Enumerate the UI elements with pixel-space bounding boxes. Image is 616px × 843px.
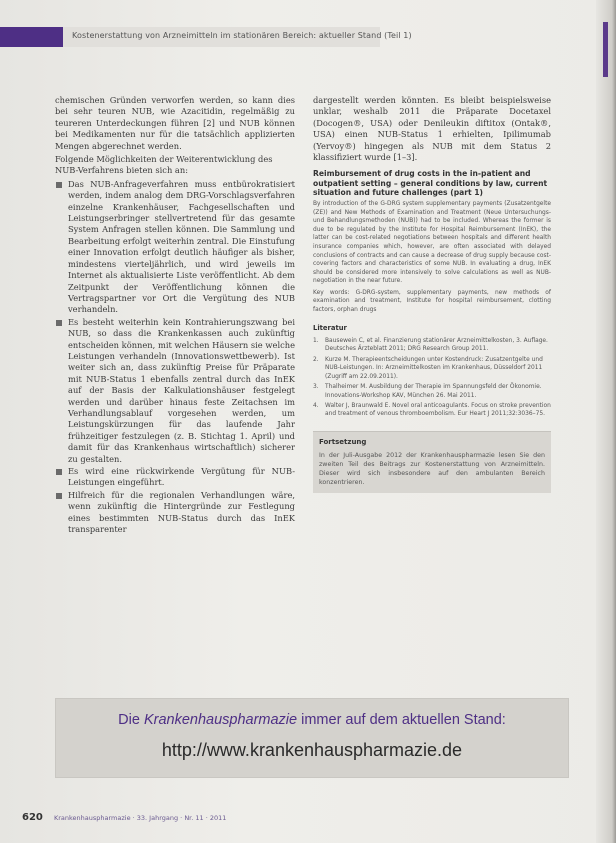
continuation-paragraph: dargestellt werden könnten. Es bleibt beispielsweise unklar, weshalb 2011 die Präparate Docetaxel (Docogen®, USA) oder Denileukin diftitox (Ontak®, USA) einen NUB-Status 1 erhielten, Ipilimumab (Yervoy®) hingegen als NUB mit dem Status 2 klassifiziert wurde [1–3].: [313, 95, 551, 163]
continuation-box: [313, 431, 551, 493]
abstract-title: Reimbursement of drug costs in the in-patient and outpatient setting – general conditions by law, current situation and future challenges (part 1): [313, 169, 548, 198]
continuation-box-title: Fortsetzung: [319, 437, 367, 446]
page-footer: [22, 805, 226, 824]
spine-accent-bar: [603, 22, 608, 77]
banner-tagline: Die Krankenhauspharmazie immer auf dem aktuellen Stand:: [118, 712, 506, 728]
literature-item: 4. Walter J, Braunwald E. Novel oral anticoagulants. Focus on stroke prevention and treatment of venous thromboembolism. Eur Heart J 2011;32:3036–75.: [313, 402, 551, 418]
keywords: Key words: G-DRG-system, supplementary payments, new methods of examination and treatment, Institute for hospital reimbursement, clotting factors, orphan drugs: [313, 289, 551, 314]
literature-item: 1. Bausewein C, et al. Finanzierung stationärer Arzneimittelkosten, 3. Auflage. Deutsches Ärzteblatt 2011; DRG Research Group 2011.: [313, 338, 548, 353]
bullet-item: Es besteht weiterhin kein Kontrahierungszwang bei NUB, so dass die Krankenkassen auch zukünftig entscheiden können, mit welchen Häusern sie welche Leistungen verhandeln (Innovationswettbewerb). Ist weiter sich an, dass zukünftig Preise für Präparate mit NUB-Status 1 ebenfalls zentral durch das InEK auf der Basis der Kalkulationshäuser festgelegt werden und darüber hinaus feste Zeitachsen im Verhandlungsablauf vorgesehen werden, um Leistungskürzungen für das laufende Jahr frühzeitiger festzulegen (z. B. Stichtag 1. April) und damit für das Krankenhaus wirtschaftlich) sicherer zu gestalten.: [55, 317, 295, 465]
advert-banner: [55, 698, 569, 778]
page-number: 620: [22, 812, 43, 823]
page-spine: [596, 0, 616, 843]
literature-list: [313, 337, 551, 419]
running-title: Kostenerstattung von Arzneimitteln im stationären Bereich: aktueller Stand (Teil 1): [72, 31, 412, 40]
bullet-item: Es wird eine rückwirkende Vergütung für NUB-Leistungen eingeführt.: [55, 466, 295, 489]
journal-citation: Krankenhauspharmazie · 33. Jahrgang · Nr. 11 · 2011: [53, 814, 227, 822]
literature-item: 2. Kurze M. Therapieentscheidungen unter Kostendruck: Zusatzentgelte und NUB-Leistungen. In: Arzneimittelkosten im Krankenhaus, Düsseldorf 2011 (Zugriff am 22.09.2011).: [313, 356, 543, 380]
continuation-box-body: In der Juli-Ausgabe 2012 der Krankenhauspharmazie lesen Sie den zweiten Teil des Beitrags zur Kostenerstattung von Arzneimitteln. Dieser wird sich insbesondere auf den ambulanten Bereich konzentrieren.: [319, 452, 545, 487]
lead-paragraph: Folgende Möglichkeiten der Weiterentwicklung des NUB-Verfahrens bieten sich an:: [55, 154, 273, 176]
abstract-body: By introduction of the G-DRG system supplementary payments (Zusatzentgelte (ZE)) and New Methods of Examination and Treatment (Neue Untersuchungs- und Behandlungsmethoden (NUB)) had to be included. Whereas the former is due to be regulated by the Institute for Hospital Reimbursement (InEK), the latter can be cost-related negotiations between hospitals and different health insurance companies which, however, are often associated with delayed conclusions of contracts and can cause a decrease of drug supply because cost-covering factors and characteristics of some NUB. In evaluating a drug, InEK should be considered more intensively to solve calculations as well as NUB-negotiation in the near future.: [313, 200, 551, 285]
left-column: [55, 95, 295, 536]
bullet-item: Hilfreich für die regionalen Verhandlungen wäre, wenn zukünftig die Hintergründe zur Festlegung eines bestimmten NUB-Status durch das InEK transparenter: [55, 490, 295, 536]
bullet-item: Das NUB-Anfrageverfahren muss entbürokratisiert werden, indem analog dem DRG-Vorschlagsverfahren einzelne Krankenhäuser, Fachgesellschaften und Leistungserbringer stellvertretend für das gesamte System Anfragen stellen können. Die Sammlung und Bearbeitung erfolgt weiterhin zentral. Die Einstufung einer Innovation erfolgt deutlich häufiger als bisher, mindestens vierteljährlich, und wird jeweils im Internet als aktualisierte Liste veröffentlicht. Ab dem Zeitpunkt der Veröffentlichung können die Vertragspartner vor Ort die Vergütung des NUB verhandeln.: [55, 179, 295, 316]
literature-item: 3. Thalheimer M. Ausbildung der Therapie im Spannungsfeld der Ökonomie. Innovations-Workshop KAV, München 26. Mai 2011.: [313, 384, 542, 399]
header-accent-block: [0, 27, 63, 47]
intro-paragraph: chemischen Gründen verworfen werden, so kann dies bei sehr teuren NUB, wie Azacitidin, regelmäßig zu teureren Unterdeckungen führen [2] und NUB können bei Medikamenten nur für die tatsächlich applizierten Mengen abgerechnet werden.: [55, 95, 295, 151]
banner-url: http://www.krankenhauspharmazie.de: [161, 740, 463, 760]
literature-heading: Literatur: [313, 323, 347, 332]
banner-journal-name: Krankenhauspharmazie: [143, 712, 298, 728]
running-header: [0, 27, 412, 47]
right-column: [313, 95, 551, 493]
bullet-list: [55, 179, 295, 536]
